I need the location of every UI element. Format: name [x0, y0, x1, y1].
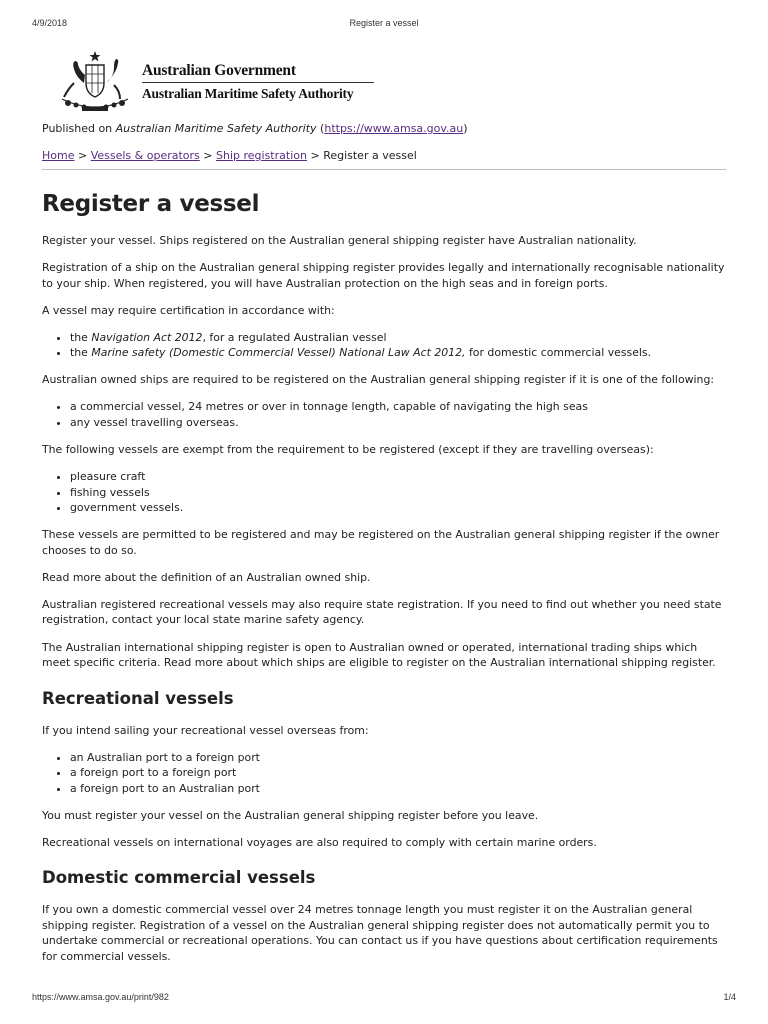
list-item: • a foreign port to a foreign port: [70, 765, 726, 781]
paragraph: If you own a domestic commercial vessel over 24 metres tonnage length you must register it on the Australian general shipping register. Registration of a vessel on the Australian general shipping register does not automatically permit you to undertake commercial or recreational operations. You can contact us if you have questions about certification requirements for commercial vessels.: [42, 903, 718, 963]
page-number: 1/4: [723, 992, 736, 1002]
recreational-list: [42, 750, 726, 797]
breadcrumb-separator: >: [74, 149, 91, 162]
divider: [42, 169, 726, 170]
print-header: [32, 18, 736, 32]
exempt-list: [42, 469, 726, 516]
list-item: • government vessels.: [70, 500, 726, 516]
list-item-text: the: [70, 330, 92, 344]
section-heading-recreational: Recreational vessels: [42, 688, 234, 708]
act-name: Marine safety (Domestic Commercial Vessel) National Law Act 2012,: [91, 346, 466, 360]
site-logo[interactable]: [54, 46, 726, 118]
paragraph: Recreational vessels on international voyages are also required to comply with certain marine orders.: [42, 835, 597, 849]
breadcrumb-vessels[interactable]: Vessels & operators: [90, 149, 200, 162]
act-name: Navigation Act 2012: [91, 330, 203, 344]
owned-ships-list: [42, 399, 726, 430]
paragraph: Australian owned ships are required to be registered on the Australian general shipping register if it is one of the following:: [42, 373, 715, 387]
breadcrumb-ship-registration[interactable]: Ship registration: [216, 149, 307, 162]
paragraph: You must register your vessel on the Australian general shipping register before you leave.: [42, 808, 539, 822]
published-url-link[interactable]: https://www.amsa.gov.au: [324, 122, 464, 135]
breadcrumb: [42, 149, 726, 163]
list-item-text: , for a regulated Australian vessel: [202, 330, 387, 344]
paragraph: Read more about the definition of an Australian owned ship.: [42, 570, 371, 584]
list-item: • any vessel travelling overseas.: [70, 415, 726, 431]
list-item-text: the: [70, 346, 92, 360]
logo-agency: Australian Maritime Safety Authority: [142, 86, 354, 101]
list-item: • a foreign port to an Australian port: [70, 781, 726, 797]
page-title: Register a vessel: [42, 191, 260, 217]
breadcrumb-home[interactable]: Home: [42, 149, 75, 162]
list-item: • fishing vessels: [70, 485, 726, 501]
paragraph: Australian registered recreational vessels may also require state registration. If you need to find out whether you need state registration, contact your local state marine safety agency.: [42, 597, 722, 627]
logo-rule: [142, 82, 374, 83]
published-prefix: Published on: [42, 122, 116, 135]
certification-list: [42, 330, 726, 361]
list-item: [70, 345, 726, 361]
section-heading-domestic: Domestic commercial vessels: [42, 868, 316, 888]
coat-of-arms-icon: [54, 49, 136, 115]
page-content: [42, 46, 726, 976]
breadcrumb-current: Register a vessel: [323, 149, 417, 162]
paragraph: Register your vessel. Ships registered on the Australian general shipping register have Australian nationality.: [42, 234, 637, 247]
paragraph: A vessel may require certification in accordance with:: [42, 303, 335, 317]
paragraph: The following vessels are exempt from the requirement to be registered (except if they are travelling overseas):: [42, 443, 654, 457]
published-site: Australian Maritime Safety Authority: [115, 122, 317, 135]
paragraph: If you intend sailing your recreational vessel overseas from:: [42, 723, 369, 737]
list-item: • an Australian port to a foreign port: [70, 750, 726, 766]
published-line: [42, 122, 726, 136]
print-url: https://www.amsa.gov.au/print/982: [32, 992, 169, 1002]
list-item: • a commercial vessel, 24 metres or over in tonnage length, capable of navigating the high seas: [70, 399, 726, 415]
list-item-text: for domestic commercial vessels.: [465, 346, 652, 360]
paragraph: Registration of a ship on the Australian general shipping register provides legally and internationally recognisable nationality to your ship. When registered, you will have Australian protection on the high seas and in foreign ports.: [42, 261, 725, 290]
published-close: ): [463, 122, 468, 135]
paragraph: The Australian international shipping register is open to Australian owned or operated, international trading ships which meet specific criteria. Read more about which ships are eligible to register on the Australian international shipping register.: [42, 640, 716, 670]
breadcrumb-separator: >: [199, 149, 216, 162]
list-item: [70, 330, 726, 346]
print-title: Register a vessel: [349, 18, 419, 28]
print-footer: [32, 992, 736, 1006]
print-date: 4/9/2018: [32, 18, 68, 28]
breadcrumb-separator: >: [306, 149, 324, 162]
paragraph: These vessels are permitted to be registered and may be registered on the Australian general shipping register if the owner chooses to do so.: [42, 528, 720, 557]
published-open: (: [316, 122, 325, 135]
logo-government: Australian Government: [142, 62, 296, 79]
list-item: • pleasure craft: [70, 469, 726, 485]
